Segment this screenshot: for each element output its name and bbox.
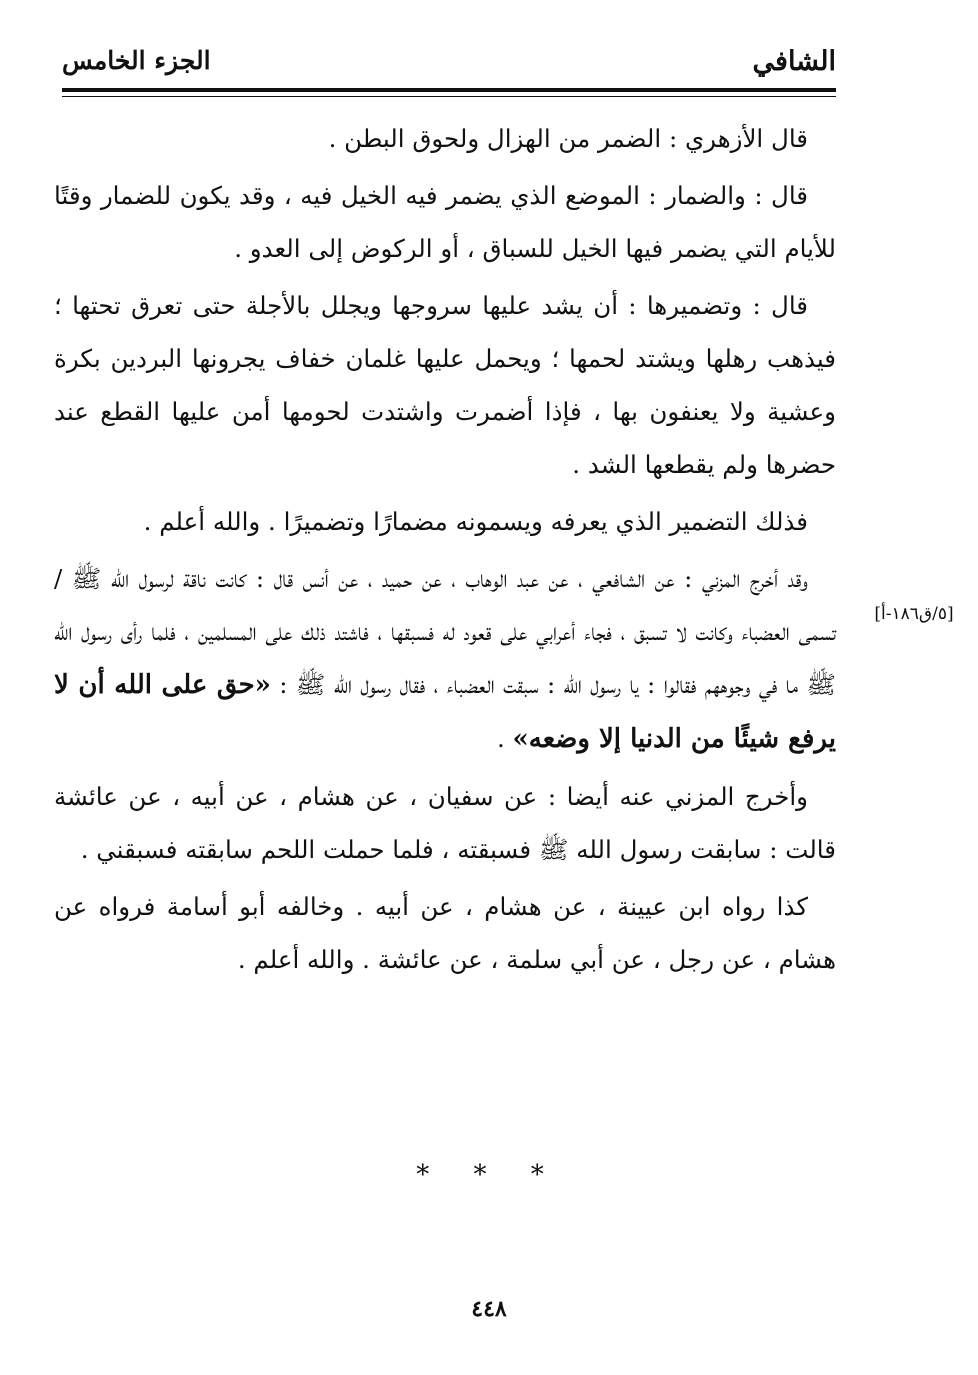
page-body [54, 112, 836, 986]
header-rule-thin [62, 96, 836, 97]
paragraph-riwaya: كذا رواه ابن عيينة ، عن هشام ، عن أبيه . وخالفه أبو أسامة فرواه عن هشام ، عن رجل ، عن أبي سلمة ، عن عائشة . والله أعلم . [54, 892, 836, 974]
paragraph-tadmir: قال : وتضميرها : أن يشد عليها سروجها ويجلل بالأجلة حتى تعرق تحتها ؛ فيذهب رهلها ويشتد لحمها ؛ ويحمل عليها غلمان خفاف يجرونها البردين بكرة وعشية ولا يعنفون بها ، فإذا أضمرت واشتدت لحومها أمن عليها القطع عند حضرها ولم يقطعها الشد . [54, 291, 836, 479]
header-rule-thick [62, 88, 836, 92]
running-header [62, 44, 836, 84]
hadith-narration: وقد أخرج المزني : عن الشافعي ، عن عبد الوهاب ، عن حميد ، عن أنس قال : كانت ناقة لرسول الله ﷺ / تسمى العضباء وكانت لا تسبق ، فجاء أعرابي على قعود له فسبقها ، فاشتد ذلك على المسلمين ، فلما رأى رسول الله ﷺ ما في وجوههم فقالوا : يا رسول الله : سبقت العضباء ، فقال رسول الله ﷺ : [54, 564, 836, 699]
hadith-quote: «حق على الله أن لا يرفع شيئًا من الدنيا إلا وضعه» [54, 670, 836, 754]
paragraph-dimar: قال : والضمار : الموضع الذي يضمر فيه الخيل فيه ، وقد يكون للضمار وقتًا للأيام التي يضمر فيها الخيل للسباق ، أو الركوض إلى العدو . [54, 181, 836, 263]
book-title: الشافي [752, 46, 836, 77]
paragraph-azhari: قال الأزهري : الضمر من الهزال ولحوق البطن . [328, 124, 808, 153]
section-divider: * * * [416, 1160, 562, 1190]
hadith-end: . [496, 724, 513, 753]
paragraph-aisha-race: وأخرج المزني عنه أيضا : عن سفيان ، عن هشام ، عن أبيه ، عن عائشة قالت : سابقت رسول الله ﷺ فسبقته ، فلما حملت اللحم سابقته فسبقني . [54, 782, 836, 864]
manuscript-folio-reference: [٥/ق١٨٦-أ] [874, 604, 954, 624]
paragraph-conclusion: فذلك التضمير الذي يعرفه ويسمونه مضمارًا وتضميرًا . والله أعلم . [143, 507, 808, 536]
volume-label: الجزء الخامس [62, 46, 211, 75]
page-number: ٤٤٨ [471, 1296, 507, 1322]
paragraph-hadith [54, 552, 836, 766]
